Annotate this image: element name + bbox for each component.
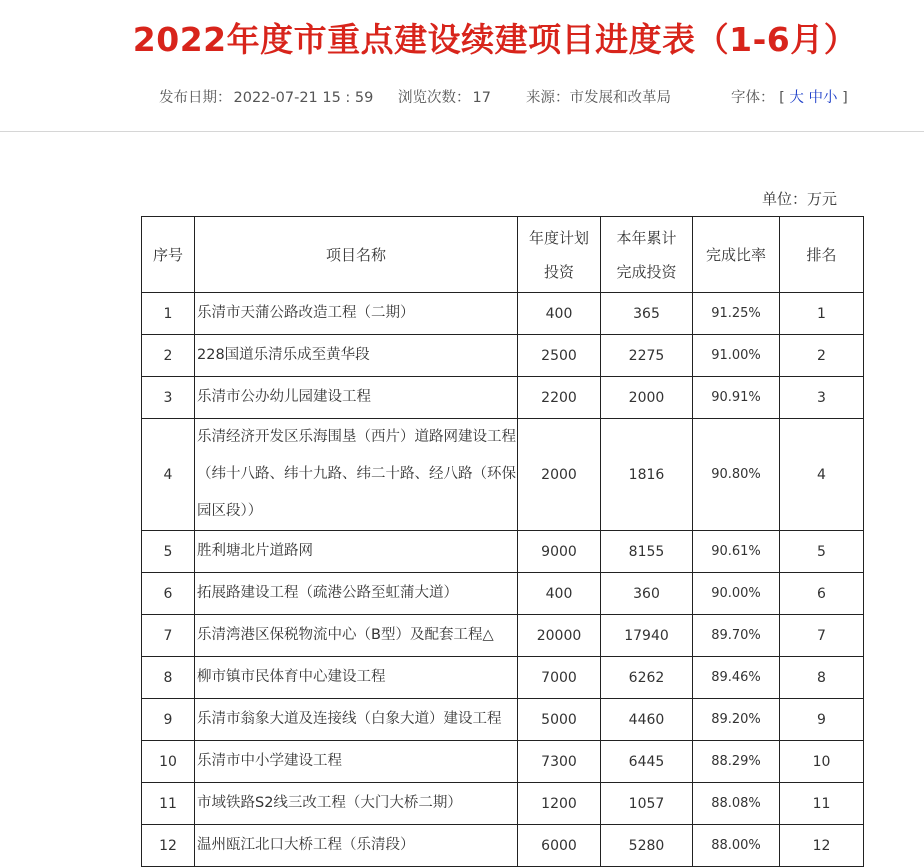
cell-completed-investment: 2275 <box>601 335 693 377</box>
cell-rank: 6 <box>780 573 864 615</box>
header-plan-line2: 投资 <box>543 262 574 281</box>
cell-completion-rate: 90.80% <box>693 419 780 531</box>
cell-plan-investment: 9000 <box>518 531 601 573</box>
cell-completion-rate: 89.20% <box>693 699 780 741</box>
font-bracket-open: [ <box>779 90 785 106</box>
view-count-label: 浏览次数： <box>398 90 471 106</box>
cell-project-name: 乐清市中小学建设工程 <box>195 741 518 783</box>
cell-plan-investment: 2500 <box>518 335 601 377</box>
cell-plan-investment: 20000 <box>518 615 601 657</box>
cell-rank: 8 <box>780 657 864 699</box>
source <box>526 86 671 107</box>
cell-project-name: 乐清市公办幼儿园建设工程 <box>195 377 518 419</box>
cell-rank: 9 <box>780 699 864 741</box>
cell-completion-rate: 90.61% <box>693 531 780 573</box>
cell-index: 10 <box>142 741 195 783</box>
cell-project-name: 柳市镇市民体育中心建设工程 <box>195 657 518 699</box>
header-plan-line1: 年度计划 <box>528 228 589 247</box>
cell-index: 4 <box>142 419 195 531</box>
project-progress-table <box>141 216 864 867</box>
cell-rank: 11 <box>780 783 864 825</box>
cell-index: 1 <box>142 293 195 335</box>
publish-date <box>159 86 373 107</box>
header-name: 项目名称 <box>195 217 518 293</box>
cell-completed-investment: 2000 <box>601 377 693 419</box>
source-value: 市发展和改革局 <box>569 90 671 106</box>
cell-completed-investment: 17940 <box>601 615 693 657</box>
cell-index: 3 <box>142 377 195 419</box>
table-row <box>142 335 864 377</box>
page-title: 2022年度市重点建设续建项目进度表（1-6月） <box>132 20 858 59</box>
cell-plan-investment: 400 <box>518 293 601 335</box>
cell-completed-investment: 360 <box>601 573 693 615</box>
cell-completion-rate: 89.70% <box>693 615 780 657</box>
cell-index: 9 <box>142 699 195 741</box>
cell-rank: 3 <box>780 377 864 419</box>
cell-index: 7 <box>142 615 195 657</box>
table-row <box>142 531 864 573</box>
header-done-line2: 完成投资 <box>616 262 677 281</box>
cell-project-name: 拓展路建设工程（疏港公路至虹蒲大道） <box>195 573 518 615</box>
cell-rank: 4 <box>780 419 864 531</box>
header-done-line1: 本年累计 <box>616 228 677 247</box>
cell-project-name: 乐清湾港区保税物流中心（B型）及配套工程△ <box>195 615 518 657</box>
view-count <box>398 86 491 107</box>
font-large-link[interactable]: 大 <box>789 90 804 106</box>
cell-plan-investment: 6000 <box>518 825 601 867</box>
cell-completed-investment: 1816 <box>601 419 693 531</box>
cell-completion-rate: 91.25% <box>693 293 780 335</box>
header-rank: 排名 <box>780 217 864 293</box>
source-label: 来源： <box>526 90 570 106</box>
unit-label: 单位：万元 <box>762 190 838 208</box>
header-rate: 完成比率 <box>693 217 780 293</box>
header-plan <box>518 217 601 293</box>
cell-plan-investment: 1200 <box>518 783 601 825</box>
cell-project-name: 胜利塘北片道路网 <box>195 531 518 573</box>
view-count-value: 17 <box>472 90 491 106</box>
cell-completed-investment: 1057 <box>601 783 693 825</box>
cell-plan-investment: 400 <box>518 573 601 615</box>
cell-index: 2 <box>142 335 195 377</box>
cell-completed-investment: 6445 <box>601 741 693 783</box>
cell-plan-investment: 7300 <box>518 741 601 783</box>
table-row <box>142 293 864 335</box>
cell-completion-rate: 88.00% <box>693 825 780 867</box>
table-row <box>142 741 864 783</box>
publish-date-label: 发布日期： <box>159 90 232 106</box>
publish-date-value: 2022-07-21 15 : 59 <box>233 90 374 106</box>
header-divider <box>0 131 924 132</box>
font-bracket-close: ] <box>842 90 848 106</box>
cell-completion-rate: 88.29% <box>693 741 780 783</box>
cell-rank: 10 <box>780 741 864 783</box>
cell-rank: 5 <box>780 531 864 573</box>
table-row <box>142 573 864 615</box>
table-row <box>142 657 864 699</box>
cell-index: 6 <box>142 573 195 615</box>
cell-index: 8 <box>142 657 195 699</box>
cell-completed-investment: 4460 <box>601 699 693 741</box>
cell-completion-rate: 91.00% <box>693 335 780 377</box>
cell-project-name: 乐清市天蒲公路改造工程（二期） <box>195 293 518 335</box>
cell-rank: 7 <box>780 615 864 657</box>
font-small-link[interactable]: 小 <box>823 90 838 106</box>
cell-project-name: 乐清经济开发区乐海围垦（西片）道路网建设工程（纬十八路、纬十九路、纬二十路、经八路（环保园区段）） <box>195 419 518 531</box>
cell-index: 5 <box>142 531 195 573</box>
table-row <box>142 825 864 867</box>
cell-plan-investment: 5000 <box>518 699 601 741</box>
cell-project-name: 228国道乐清乐成至黄华段 <box>195 335 518 377</box>
cell-project-name: 温州瓯江北口大桥工程（乐清段） <box>195 825 518 867</box>
cell-completion-rate: 90.00% <box>693 573 780 615</box>
cell-index: 11 <box>142 783 195 825</box>
cell-rank: 12 <box>780 825 864 867</box>
cell-plan-investment: 2200 <box>518 377 601 419</box>
table-row <box>142 699 864 741</box>
cell-rank: 2 <box>780 335 864 377</box>
cell-completed-investment: 8155 <box>601 531 693 573</box>
cell-completed-investment: 365 <box>601 293 693 335</box>
header-index: 序号 <box>142 217 195 293</box>
cell-completed-investment: 6262 <box>601 657 693 699</box>
cell-completion-rate: 90.91% <box>693 377 780 419</box>
font-medium-link[interactable]: 中 <box>808 90 823 106</box>
cell-plan-investment: 2000 <box>518 419 601 531</box>
cell-completed-investment: 5280 <box>601 825 693 867</box>
table-row <box>142 783 864 825</box>
table-row <box>142 615 864 657</box>
cell-project-name: 市域铁路S2线三改工程（大门大桥二期） <box>195 783 518 825</box>
cell-rank: 1 <box>780 293 864 335</box>
table-header-row <box>142 217 864 293</box>
header-done <box>601 217 693 293</box>
table-row <box>142 377 864 419</box>
cell-completion-rate: 88.08% <box>693 783 780 825</box>
font-size-switcher <box>731 86 848 107</box>
cell-completion-rate: 89.46% <box>693 657 780 699</box>
font-size-label: 字体： <box>731 90 775 106</box>
cell-project-name: 乐清市翁象大道及连接线（白象大道）建设工程 <box>195 699 518 741</box>
cell-index: 12 <box>142 825 195 867</box>
cell-plan-investment: 7000 <box>518 657 601 699</box>
table-row <box>142 419 864 531</box>
